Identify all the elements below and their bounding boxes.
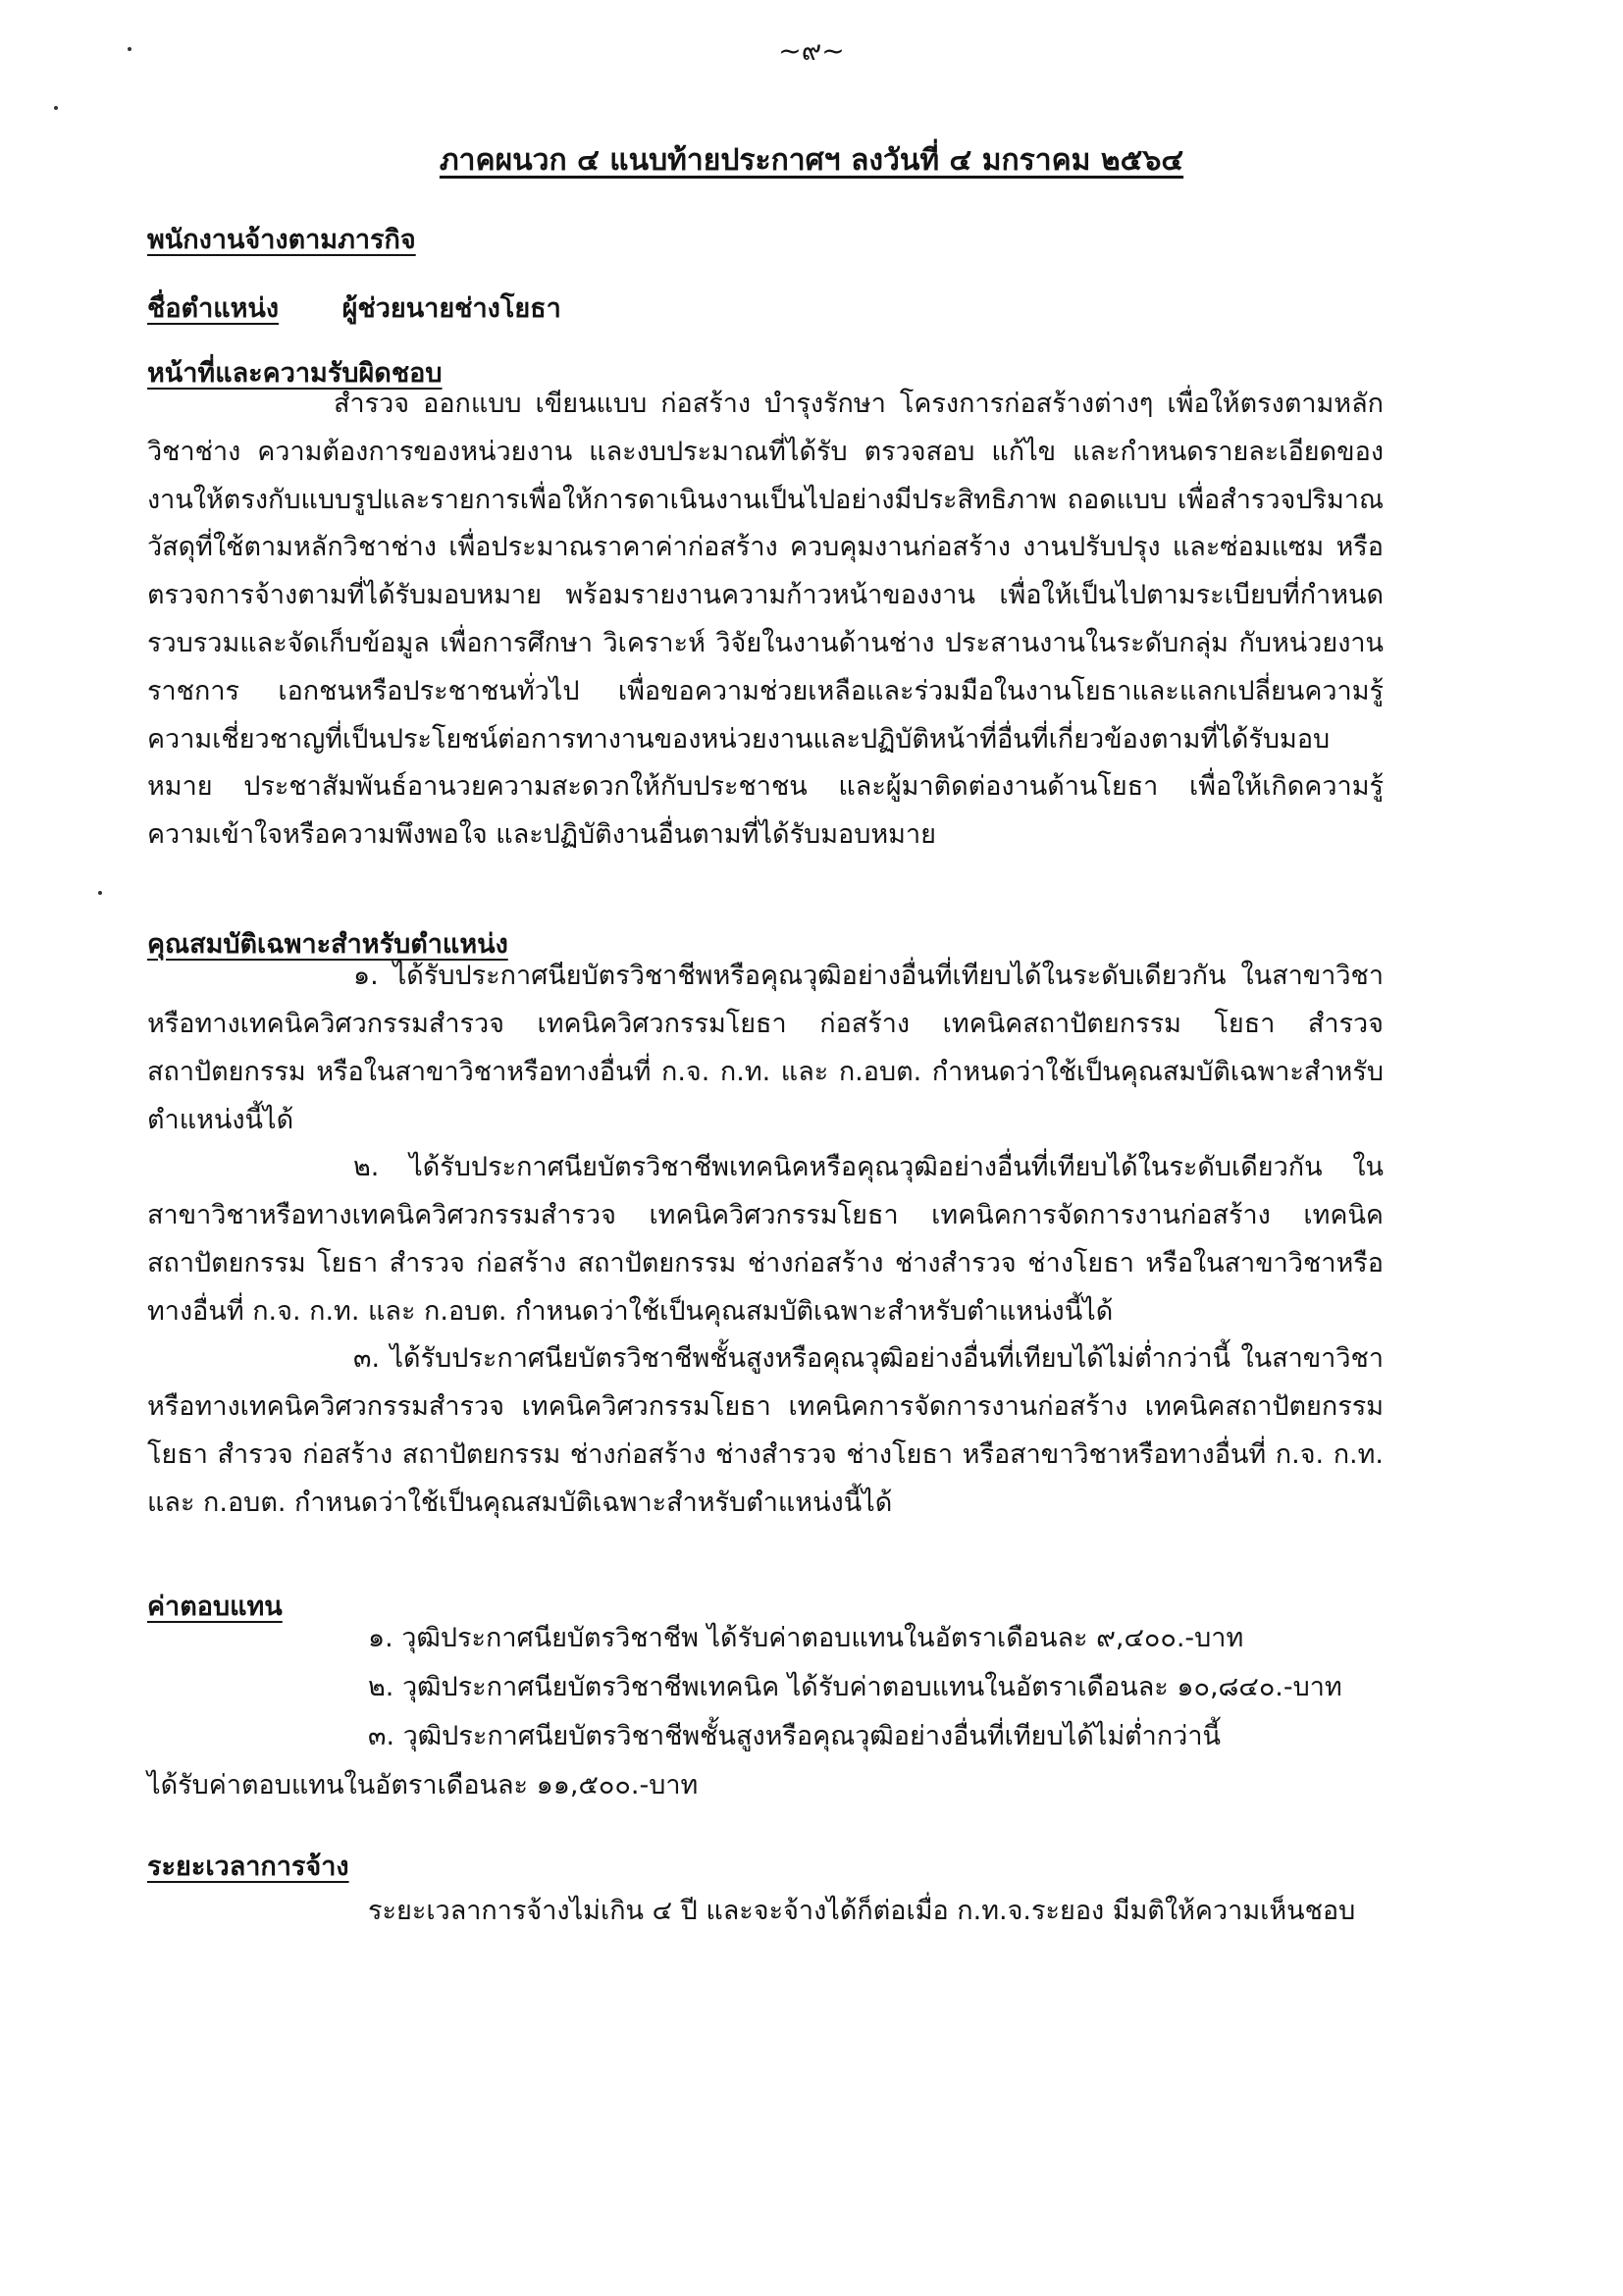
page-number: ~๙~ [778,34,845,67]
compensation-item: ๑. วุฒิประกาศนียบัตรวิชาชีพ ได้รับค่าตอบแทนในอัตราเดือนละ ๙,๔๐๐.-บาท [368,1623,1244,1653]
annex-title: ภาคผนวก ๔ แนบท้ายประกาศฯ ลงวันที่ ๔ มกราคม ๒๕๖๔ [439,143,1184,178]
term-heading: ระยะเวลาการจ้าง [147,1852,349,1882]
scan-speck [54,106,58,110]
employee-category: พนักงานจ้างตามภารกิจ [147,225,416,255]
term-text: ระยะเวลาการจ้างไม่เกิน ๔ ปี และจะจ้างได้ก็ต่อเมื่อ ก.ท.จ.ระยอง มีมติให้ความเห็นชอบ [368,1896,1356,1926]
scan-speck [98,891,102,895]
qualification-item: ๓. ได้รับประกาศนียบัตรวิชาชีพชั้นสูงหรือคุณวุฒิอย่างอื่นที่เทียบได้ไม่ต่ำกว่านี้ ในสาขาวิชาหรือทางเทคนิควิศวกรรมสำรวจ เทคนิควิศวกรรมโยธา เทคนิคการจัดการงานก่อสร้าง เทคนิคสถาปัตยกรรม โยธา สำรวจ ก่อสร้าง สถาปัตยกรรม ช่างก่อสร้าง ช่างสำรวจ ช่างโยธา หรือสาขาวิชาหรือทางอื่นที่ ก.จ. ก.ท. และ ก.อบต. กำหนดว่าใช้เป็นคุณสมบัติเฉพาะสำหรับตำแหน่งนี้ได้ [147,1343,1384,1518]
duties-text: สำรวจ ออกแบบ เขียนแบบ ก่อสร้าง บำรุงรักษา โครงการก่อสร้างต่างๆ เพื่อให้ตรงตามหลักวิชาช่าง ความต้องการของหน่วยงาน และงบประมาณที่ได้รับ ตรวจสอบ แก้ไข และกำหนดรายละเอียดของงานให้ตรงกับแบบรูปและรายการเพื่อให้การดาเนินงานเป็นไปอย่างมีประสิทธิภาพ ถอดแบบ เพื่อสำรวจปริมาณวัสดุที่ใช้ตามหลักวิชาช่าง เพื่อประมาณราคาค่าก่อสร้าง ควบคุมงานก่อสร้าง งานปรับปรุง และซ่อมแซม หรือตรวจการจ้างตามที่ได้รับมอบหมาย พร้อมรายงานความก้าวหน้าของงาน เพื่อให้เป็นไปตามระเบียบที่กำหนด รวบรวมและจัดเก็บข้อมูล เพื่อการศึกษา วิเคราะห์ วิจัยในงานด้านช่าง ประสานงานในระดับกลุ่ม กับหน่วยงานราชการ เอกชนหรือประชาชนทั่วไป เพื่อขอความช่วยเหลือและร่วมมือในงานโยธาและแลกเปลี่ยนความรู้ความเชี่ยวชาญที่เป็นประโยชน์ต่อการทางานของหน่วยงานและปฏิบัติหน้าที่อื่นที่เกี่ยวข้องตามที่ได้รับมอบหมาย ประชาสัมพันธ์อานวยความสะดวกให้กับประชาชน และผู้มาติดต่องานด้านโยธา เพื่อให้เกิดความรู้ ความเข้าใจหรือความพึงพอใจ และปฏิบัติงานอื่นตามที่ได้รับมอบหมาย [147,389,1384,851]
qualification-item: ๒. ได้รับประกาศนียบัตรวิชาชีพเทคนิคหรือคุณวุฒิอย่างอื่นที่เทียบได้ในระดับเดียวกัน ในสาขาวิชาหรือทางเทคนิควิศวกรรมสำรวจ เทคนิควิศวกรรมโยธา เทคนิคการจัดการงานก่อสร้าง เทคนิคสถาปัตยกรรม โยธา สำรวจ ก่อสร้าง สถาปัตยกรรม ช่างก่อสร้าง ช่างสำรวจ ช่างโยธา หรือในสาขาวิชาหรือทางอื่นที่ ก.จ. ก.ท. และ ก.อบต. กำหนดว่าใช้เป็นคุณสมบัติเฉพาะสำหรับตำแหน่งนี้ได้ [147,1152,1384,1327]
position-row [147,287,1384,329]
compensation-item: ๓. วุฒิประกาศนียบัตรวิชาชีพชั้นสูงหรือคุณวุฒิอย่างอื่นที่เทียบได้ไม่ต่ำกว่านี้ [368,1721,1221,1751]
position-label: ชื่อตำแหน่ง [147,293,280,324]
compensation-item: ๒. วุฒิประกาศนียบัตรวิชาชีพเทคนิค ได้รับค่าตอบแทนในอัตราเดือนละ ๑๐,๘๔๐.-บาท [368,1672,1342,1702]
compensation-heading: ค่าตอบแทน [147,1592,283,1622]
qualifications-heading: คุณสมบัติเฉพาะสำหรับตำแหน่ง [147,929,508,960]
duties-heading: หน้าที่และความรับผิดชอบ [147,358,443,389]
compensation-item-continuation: ได้รับค่าตอบแทนในอัตราเดือนละ ๑๑,๕๐๐.-บาท [147,1770,699,1800]
compensation-list [147,1614,1384,1810]
qualification-item: ๑. ได้รับประกาศนียบัตรวิชาชีพหรือคุณวุฒิอย่างอื่นที่เทียบได้ในระดับเดียวกัน ในสาขาวิชาหรือทางเทคนิควิศวกรรมสำรวจ เทคนิควิศวกรรมโยธา ก่อสร้าง เทคนิคสถาปัตยกรรม โยธา สำรวจ สถาปัตยกรรม หรือในสาขาวิชาหรือทางอื่นที่ ก.จ. ก.ท. และ ก.อบต. กำหนดว่าใช้เป็นคุณสมบัติเฉพาะสำหรับตำแหน่งนี้ได้ [147,961,1384,1135]
position-title: ผู้ช่วยนายช่างโยธา [341,293,561,324]
